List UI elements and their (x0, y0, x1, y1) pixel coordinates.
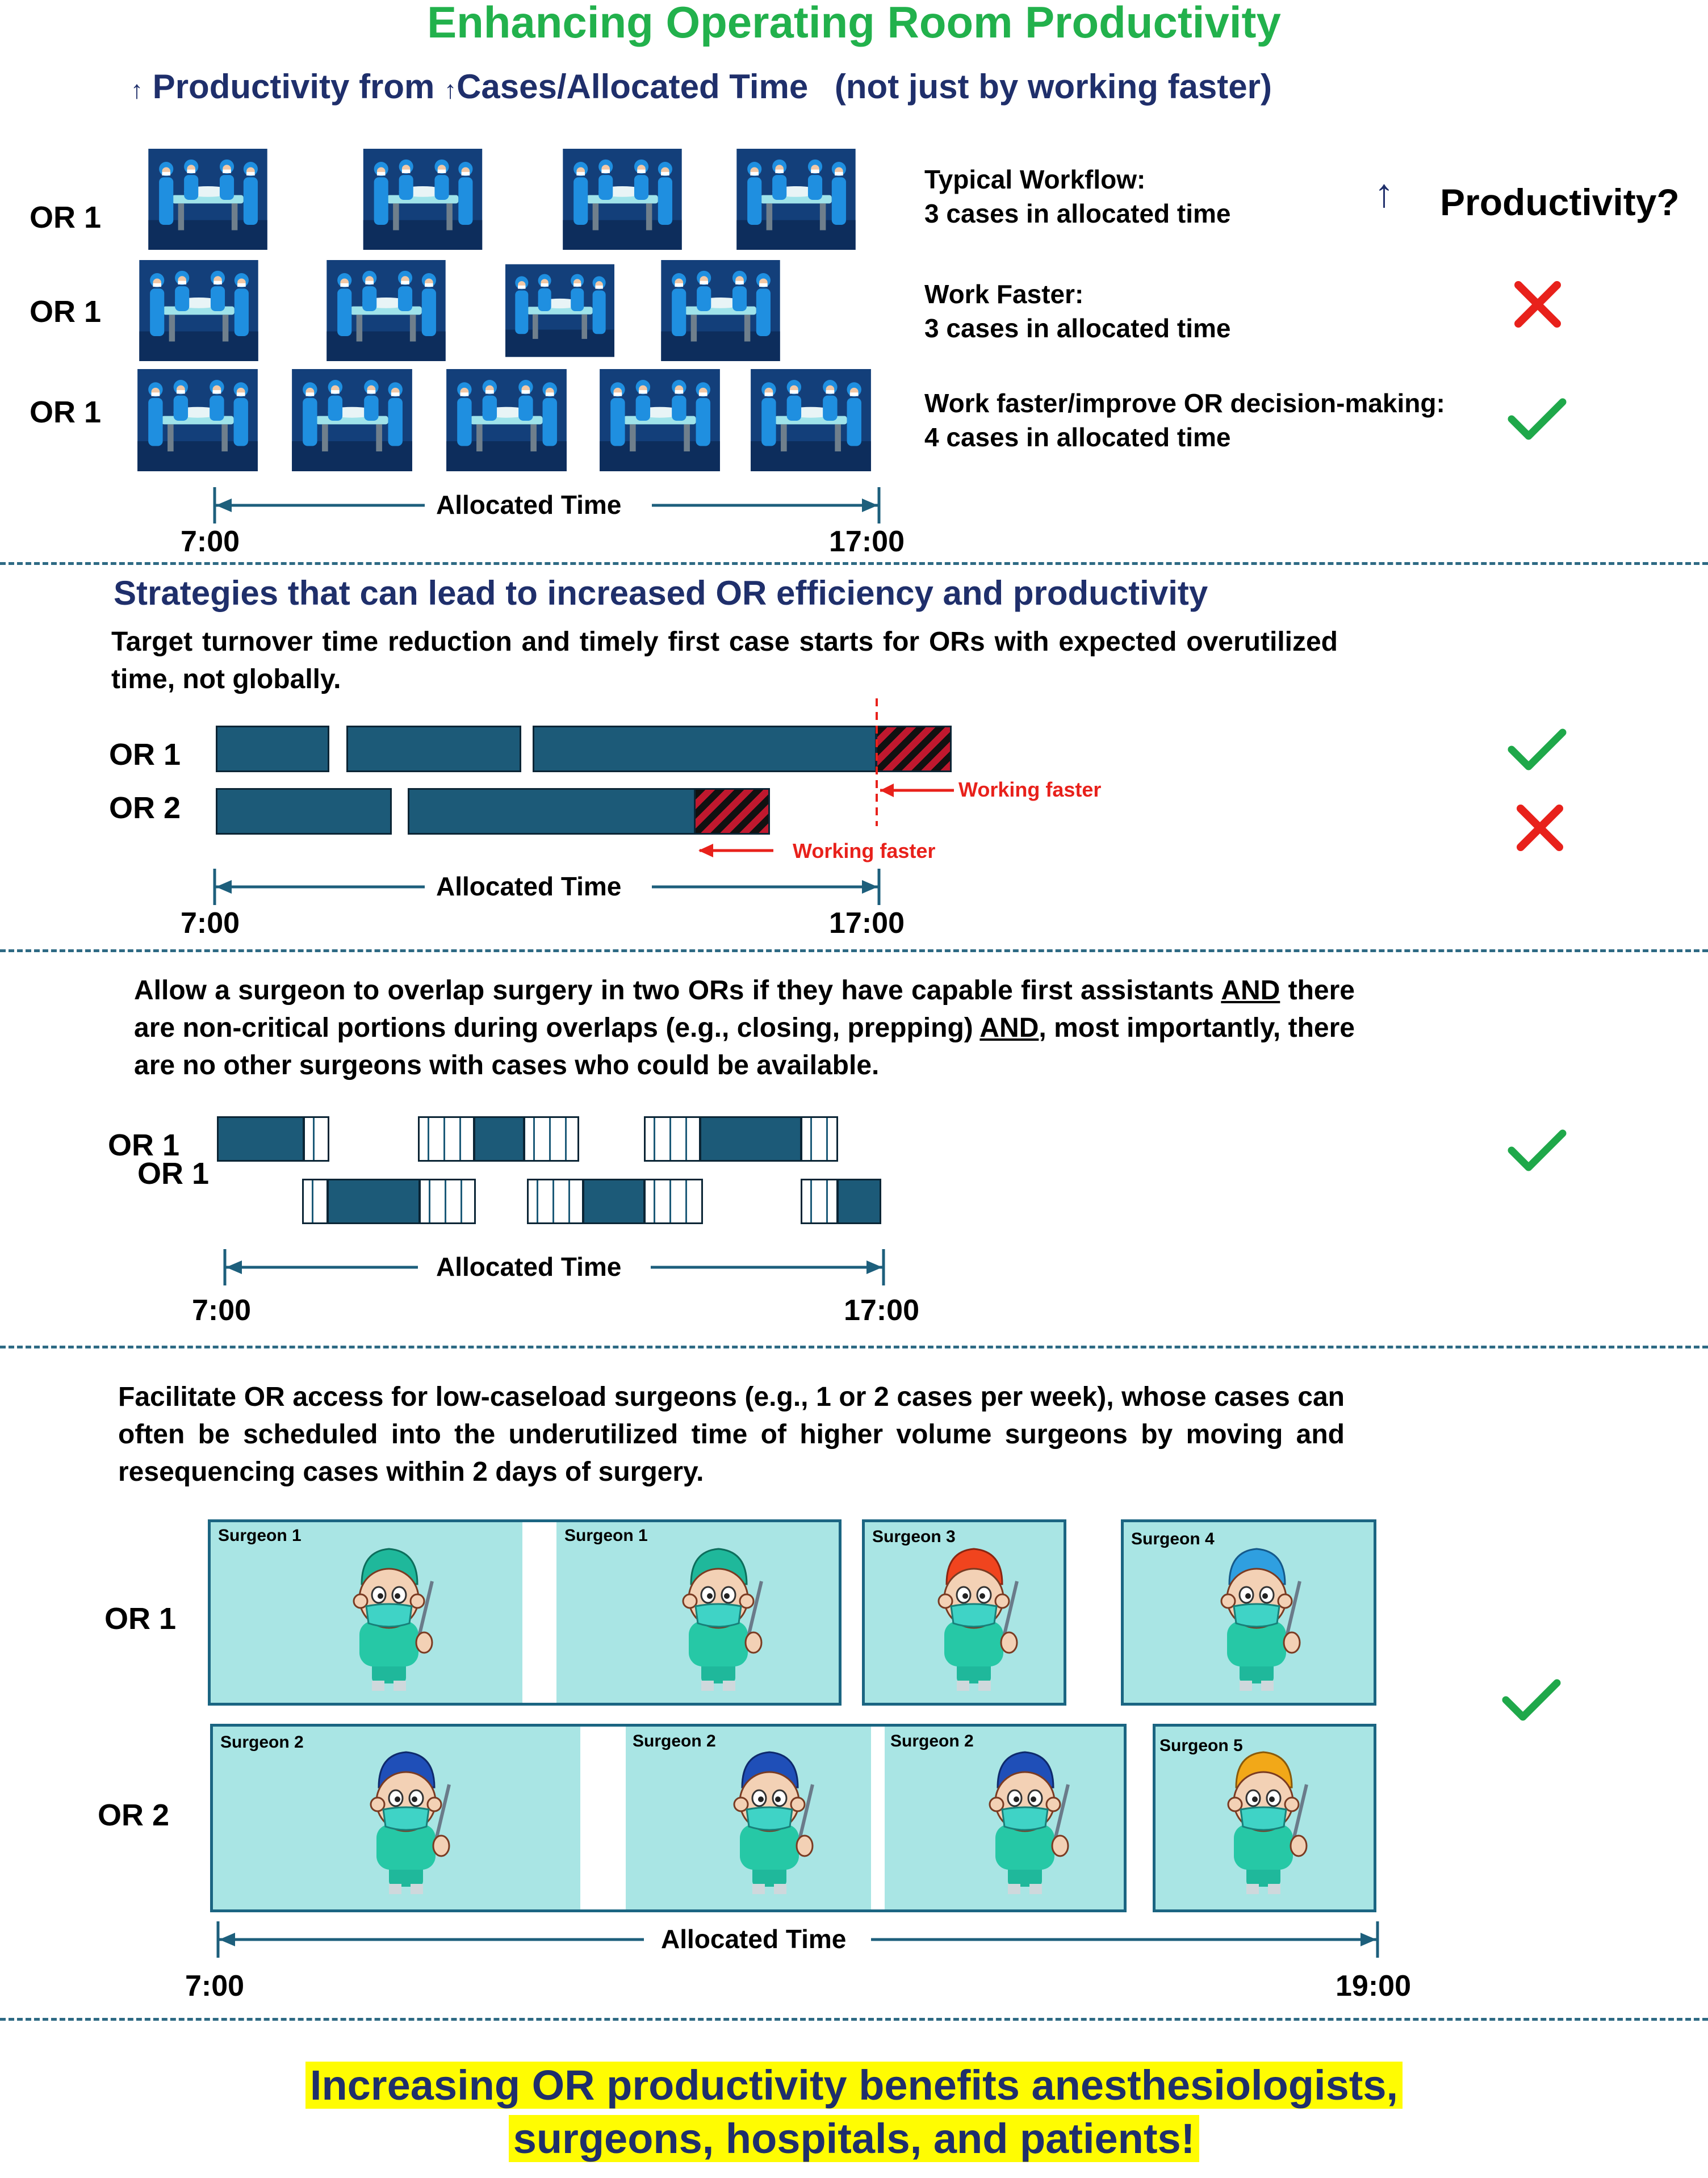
time-end: 17:00 (829, 525, 905, 558)
decision-making-note: Work faster/improve OR decision-making: 4 cases in allocated time (924, 388, 1445, 452)
surgical-team-image (284, 369, 420, 471)
non-critical-portion (527, 1179, 584, 1224)
overlap-text: Allow a surgeon to overlap surgery in two ORs if they have capable first assistants AND there are non-critical portions during overlaps (e.g., closing, prepping) AND, most importantly, there are no other surgeons with cases who could be available. (134, 975, 1355, 1080)
or-label: OR 1 (104, 1602, 177, 1636)
surgeon-label: Surgeon 2 (220, 1733, 304, 1752)
case-bar (533, 726, 877, 772)
or-label-row3: OR 1 (30, 395, 102, 429)
surgical-team-image (592, 369, 728, 471)
allocated-time-label: Allocated Time (436, 490, 622, 520)
surgeon-cartoon (704, 1736, 835, 1907)
footer-line1: Increasing OR productivity benefits anesthesiologists, (305, 2062, 1403, 2109)
surgeon-label: Surgeon 2 (633, 1732, 716, 1750)
turnover-text: Target turnover time reduction and timely first case starts for ORs with expected overutilized time, not globally. (111, 627, 1338, 694)
strategies-heading: Strategies that can lead to increased OR efficiency and productivity (114, 574, 1208, 612)
time-start: 7:00 (181, 907, 240, 940)
case-bar (408, 788, 696, 835)
red-arrow (694, 839, 779, 862)
surgical-team-image (301, 260, 471, 361)
surgical-team-image (650, 260, 792, 361)
check-icon (1506, 724, 1568, 773)
surgeon-label: Surgeon 4 (1131, 1530, 1215, 1548)
non-critical-portion (524, 1116, 579, 1162)
surgeon-label: Surgeon 1 (564, 1526, 648, 1545)
allocated-time-label: Allocated Time (436, 872, 622, 901)
up-arrow-icon: ↑ (444, 76, 457, 104)
check-icon (1500, 1675, 1563, 1724)
or-label: OR 2 (98, 1798, 170, 1832)
footer-line2: surgeons, hospitals, and patients! (509, 2115, 1200, 2162)
surgeon-label: Surgeon 2 (890, 1732, 974, 1750)
divider (0, 1346, 1708, 1348)
surgeon-cartoon (324, 1533, 454, 1703)
subtitle-part3: (not just by working faster) (834, 68, 1272, 106)
non-critical-portion (303, 1116, 329, 1162)
low-caseload-text: Facilitate OR access for low-caseload surgeons (e.g., 1 or 2 cases per week), whose cases can often be scheduled into the underutilized time of higher volume surgeons by moving and resequencing cases within 2 days of surgery. (118, 1382, 1345, 1487)
working-faster-label: Working faster (958, 778, 1102, 801)
time-start: 7:00 (192, 1294, 252, 1327)
idle-gap (522, 1522, 556, 1703)
cross-icon (1513, 801, 1567, 855)
or-label: OR 1 (109, 738, 181, 772)
case-bar (216, 726, 329, 772)
surgeon-label: Surgeon 3 (872, 1527, 956, 1546)
surgical-team-image (558, 149, 686, 250)
workflow-note: Typical Workflow: 3 cases in allocated time (924, 165, 1231, 228)
divider (0, 2018, 1708, 2021)
surgeon-cartoon (1198, 1736, 1329, 1907)
divider (0, 949, 1708, 952)
case-bar (217, 1116, 304, 1162)
page-title: Enhancing Operating Room Productivity (427, 0, 1281, 47)
case-bar (346, 726, 521, 772)
case-bar (837, 1179, 881, 1224)
footer-message (0, 2059, 1708, 2166)
surgeon-cartoon (653, 1533, 784, 1703)
surgeon-cartoon (960, 1736, 1090, 1907)
surgeon-cartoon (1191, 1533, 1322, 1703)
non-critical-portion (302, 1179, 328, 1224)
non-critical-portion (644, 1116, 701, 1162)
check-icon (1506, 394, 1568, 443)
non-critical-portion (801, 1116, 838, 1162)
time-end: 17:00 (844, 1294, 919, 1327)
time-start: 7:00 (185, 1970, 245, 2003)
overutilized-hatch (694, 788, 770, 835)
surgical-team-image (438, 369, 575, 471)
idle-gap (871, 1727, 885, 1909)
surgical-team-image (714, 149, 878, 250)
surgeon-cartoon (341, 1736, 471, 1907)
surgeon-label: Surgeon 5 (1159, 1736, 1243, 1755)
case-bar (216, 788, 392, 835)
cross-icon (1510, 277, 1565, 332)
subtitle (131, 67, 1272, 106)
subtitle-part1: Productivity from (152, 68, 435, 106)
idle-gap (580, 1727, 626, 1909)
non-critical-portion (801, 1179, 838, 1224)
surgical-team-image (505, 260, 614, 361)
divider (0, 562, 1708, 565)
allocated-time-label: Allocated Time (436, 1252, 622, 1281)
allocated-time-label: Allocated Time (661, 1924, 847, 1954)
surgical-team-image (129, 149, 286, 250)
non-critical-portion (644, 1179, 703, 1224)
up-arrow-icon: ↑ (131, 76, 143, 104)
time-end: 19:00 (1336, 1970, 1411, 2003)
red-dashed-line (869, 698, 971, 829)
case-bar (474, 1116, 525, 1162)
or-label: OR 2 (109, 791, 181, 825)
or-label: OR 1 (137, 1157, 210, 1191)
case-bar (327, 1179, 420, 1224)
surgeon-label: Surgeon 1 (218, 1526, 302, 1545)
surgical-team-image (129, 260, 268, 361)
surgical-team-image (129, 369, 266, 471)
time-end: 17:00 (829, 907, 905, 940)
check-icon (1506, 1125, 1568, 1174)
work-faster-note: Work Faster: 3 cases in allocated time (924, 279, 1231, 343)
up-arrow-icon: ↑ (1374, 171, 1394, 215)
subtitle-part2: Cases/Allocated Time (457, 68, 809, 106)
or-label-row1: OR 1 (30, 200, 102, 234)
working-faster-label: Working faster (793, 839, 936, 862)
surgeon-cartoon (909, 1533, 1039, 1703)
case-bar (700, 1116, 802, 1162)
or-label-row2: OR 1 (30, 295, 102, 329)
non-critical-portion (418, 1116, 475, 1162)
time-start: 7:00 (181, 525, 240, 558)
productivity-question: Productivity? (1440, 181, 1680, 223)
or-label: OR 1 (108, 1128, 180, 1162)
surgical-team-image (743, 369, 879, 471)
surgical-team-image (327, 149, 518, 250)
case-bar (583, 1179, 645, 1224)
non-critical-portion (419, 1179, 476, 1224)
